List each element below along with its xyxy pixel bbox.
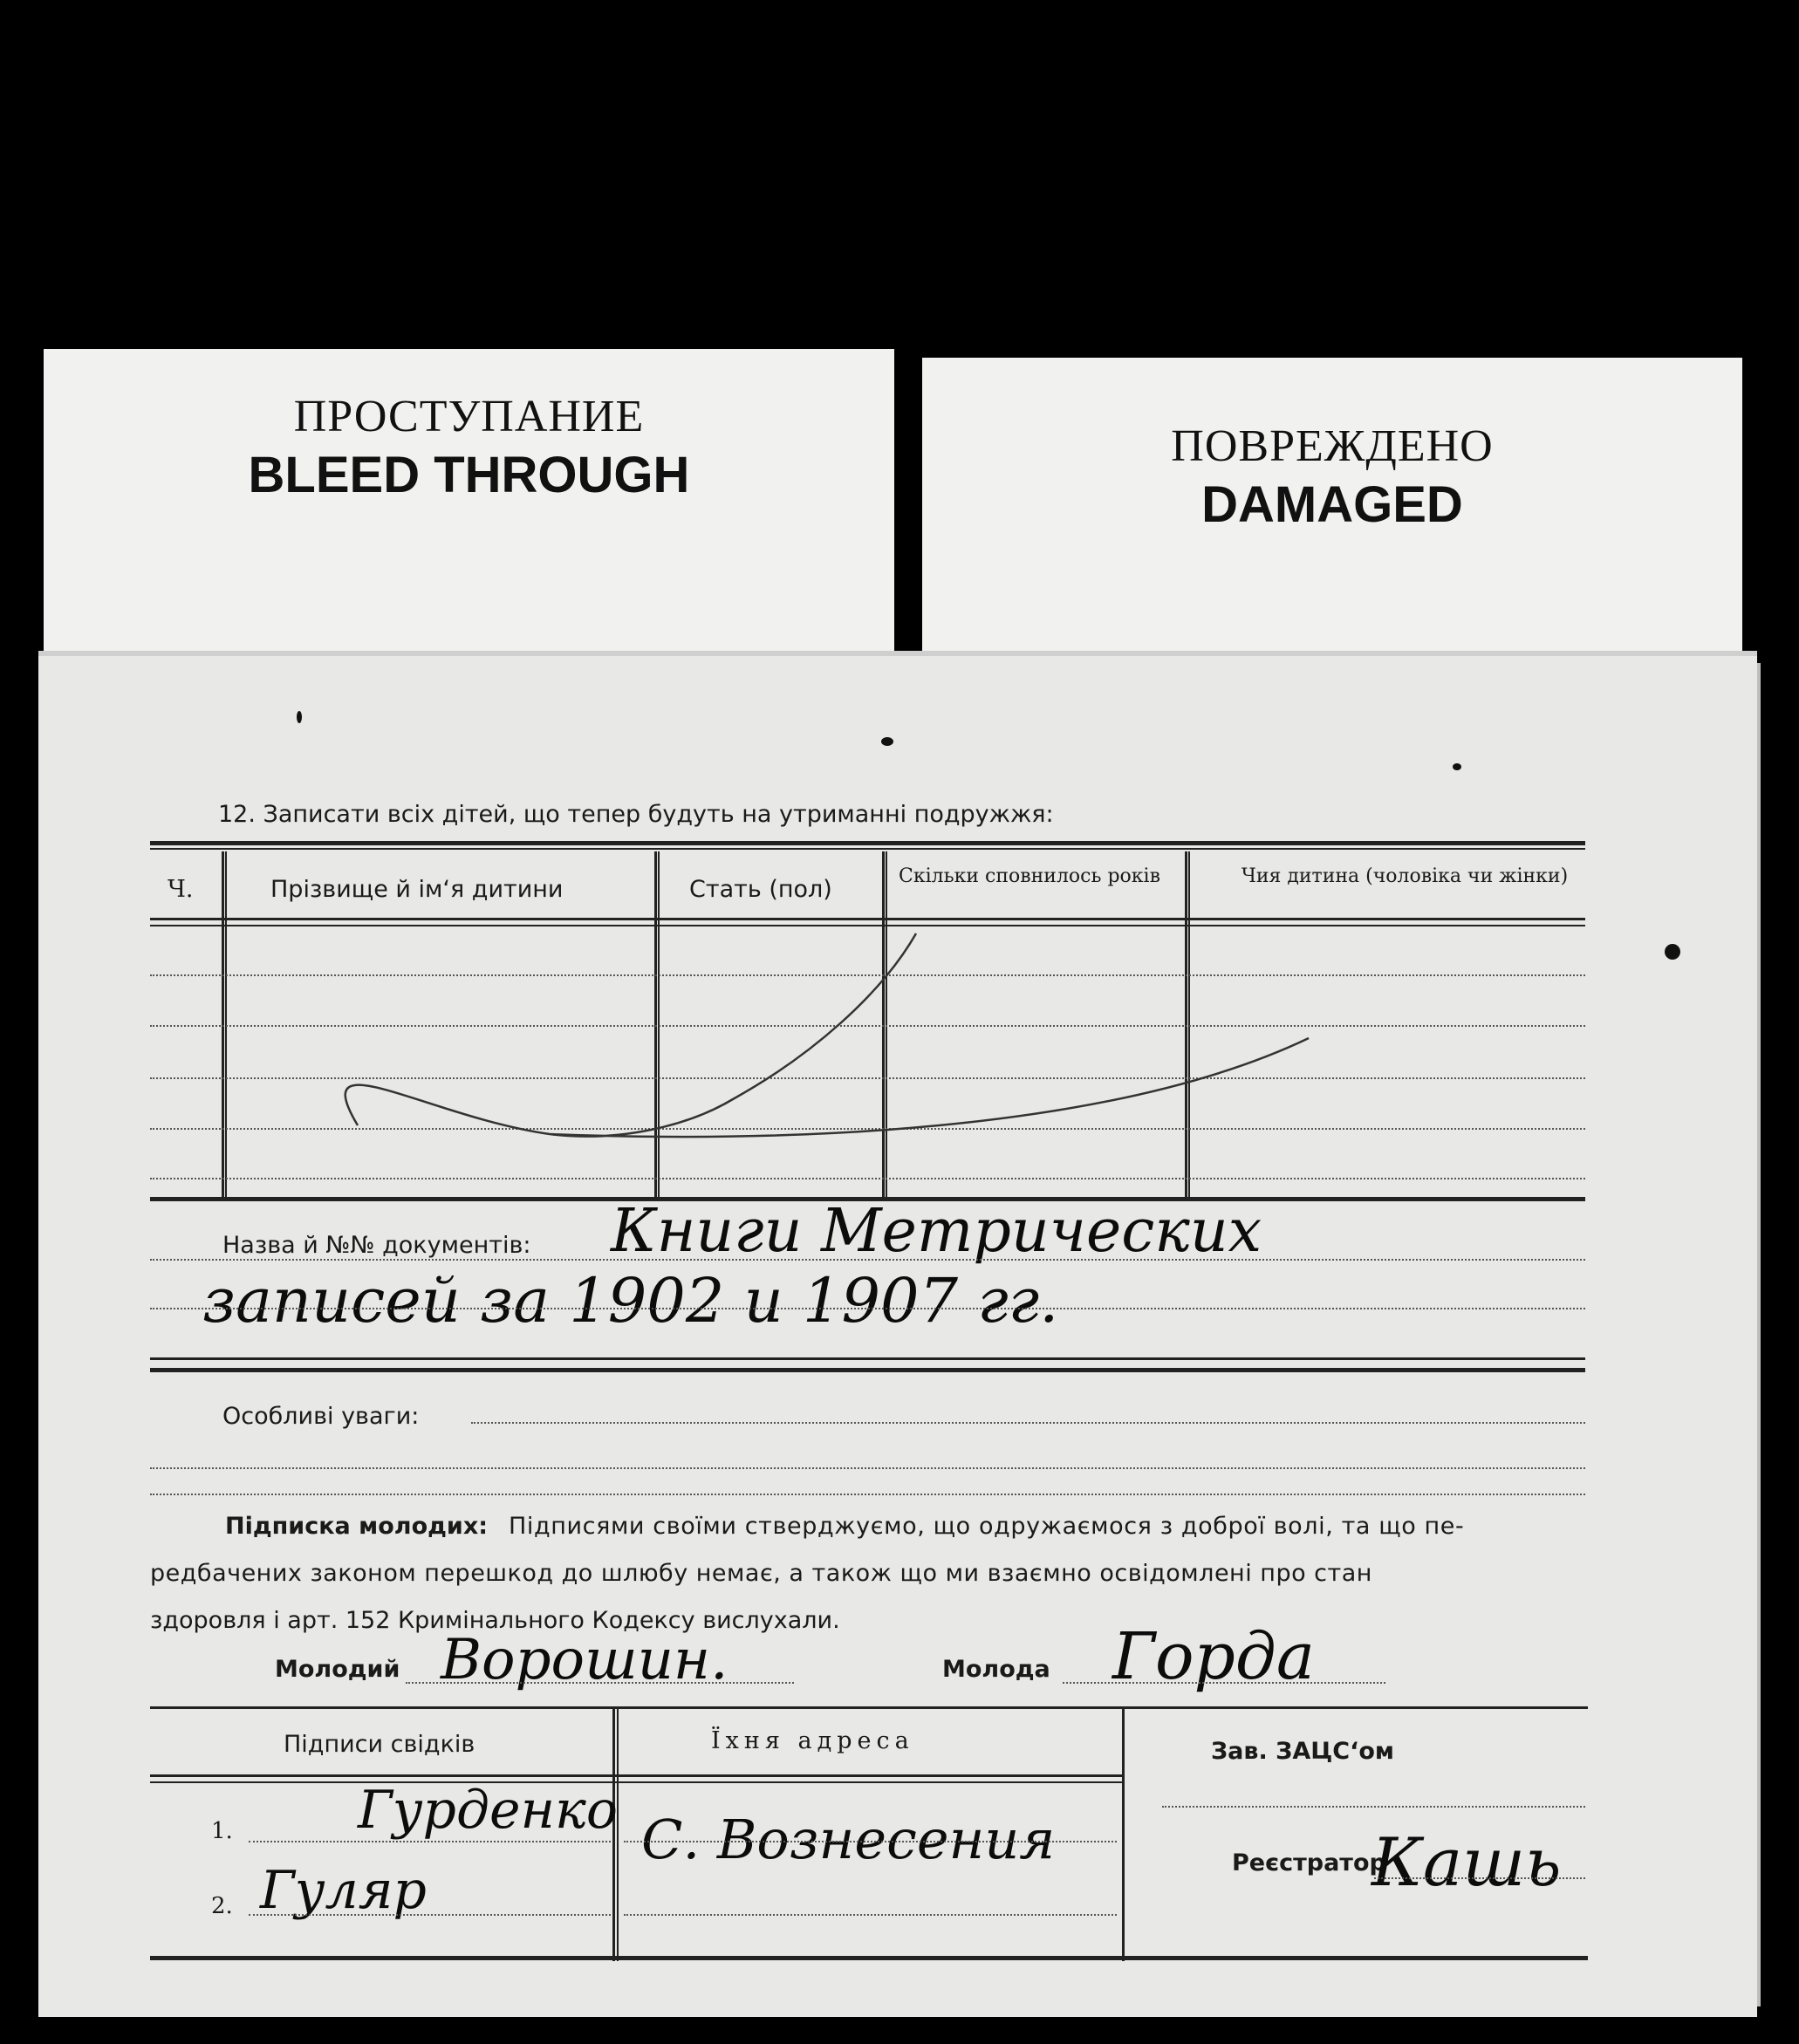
bleed-through-cyrillic: ПРОСТУПАНИЕ	[293, 392, 645, 441]
documents-line	[150, 1259, 1585, 1261]
witness-table-top-rule	[150, 1706, 1588, 1709]
groom-line	[406, 1682, 794, 1684]
address-value: С. Вознесения	[641, 1808, 1056, 1871]
punch-hole	[1665, 944, 1680, 960]
notes-label: Особливі уваги:	[222, 1403, 420, 1430]
col-header-number: Ч.	[168, 876, 194, 903]
registrar-signature: Кашь	[1371, 1823, 1562, 1901]
witness-2-signature: Гуляр	[260, 1860, 427, 1921]
documents-line	[150, 1308, 1585, 1309]
notes-line	[150, 1494, 1585, 1495]
witness-2-number: 2.	[211, 1893, 233, 1919]
col-header-age: Скільки сповнилось років	[899, 865, 1160, 887]
section-12-heading: 12. Записати всіх дітей, що тепер будуть на утриманні подружжя:	[218, 801, 1054, 828]
documents-rule	[150, 1357, 1585, 1360]
address-line	[624, 1914, 1117, 1916]
damage-mark	[1453, 763, 1461, 770]
consent-line3: здоровля і арт. 152 Кримінального Кодексу вислухали.	[150, 1607, 840, 1634]
address-header: Їхня адреса	[711, 1727, 914, 1754]
groom-signature: Ворошин.	[441, 1628, 728, 1692]
col-header-parent: Чия дитина (чоловіка чи жінки)	[1241, 865, 1569, 887]
damage-mark	[881, 737, 893, 746]
col-header-sex: Стать (пол)	[689, 876, 832, 903]
notes-line	[150, 1467, 1585, 1469]
witness-1-number: 1.	[211, 1818, 233, 1844]
consent-label: Підписка молодих:	[225, 1513, 489, 1540]
registrar-line	[1374, 1877, 1585, 1879]
damage-mark	[297, 711, 302, 723]
address-line	[624, 1841, 1117, 1842]
zags-label: Зав. ЗАЦС‘ом	[1211, 1738, 1394, 1765]
documents-value-line2: записей за 1902 и 1907 гг.	[202, 1265, 1059, 1336]
bleed-through-card	[44, 349, 894, 659]
cancellation-stroke	[323, 925, 1326, 1169]
bride-signature: Горда	[1112, 1619, 1315, 1694]
bleed-through-latin: BLEED THROUGH	[248, 447, 690, 503]
table-row-line	[150, 1178, 1585, 1179]
witness-1-line	[249, 1841, 611, 1842]
witness-col-divider	[1122, 1708, 1125, 1961]
consent-line1: Підписями своїми стверджуємо, що одружаємося з доброї волі, та що пе-	[509, 1513, 1465, 1540]
documents-label: Назва й №№ документів:	[222, 1232, 531, 1259]
documents-value-line1: Книги Метрических	[611, 1197, 1262, 1266]
table-top-rule-2	[150, 848, 1585, 850]
damaged-latin: DAMAGED	[1201, 476, 1463, 533]
witness-header: Підписи свідків	[284, 1731, 475, 1758]
witness-header-rule	[150, 1774, 1123, 1777]
table-header-rule	[150, 918, 1585, 920]
registrar-label: Реєстратор	[1232, 1849, 1386, 1877]
witness-table-bottom-rule	[150, 1956, 1588, 1960]
bride-label: Молода	[942, 1656, 1050, 1683]
bride-line	[1063, 1682, 1385, 1684]
notes-line	[471, 1422, 1585, 1424]
col-divider	[222, 851, 224, 1197]
witness-2-line	[249, 1914, 611, 1916]
col-header-name: Прізвище й ім‘я дитини	[270, 876, 564, 903]
damaged-card	[922, 358, 1742, 659]
consent-line2: редбачених законом перешкод до шлюбу немає, а також що ми взаємно освідомлені про стан	[150, 1560, 1372, 1587]
damaged-cyrillic: ПОВРЕЖДЕНО	[1171, 421, 1494, 471]
col-divider	[225, 851, 227, 1197]
zags-line	[1162, 1806, 1585, 1808]
witness-1-signature: Гурденко	[358, 1780, 618, 1841]
table-top-rule	[150, 841, 1585, 845]
witness-header-rule-2	[150, 1781, 1123, 1783]
documents-rule-bold	[150, 1368, 1585, 1372]
groom-label: Молодий	[275, 1656, 400, 1683]
